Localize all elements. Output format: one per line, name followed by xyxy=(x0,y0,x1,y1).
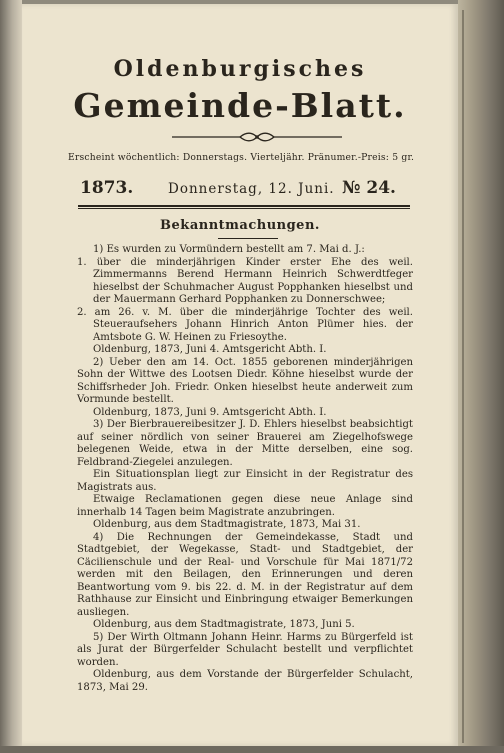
issue-date: Donnerstag, 12. Juni. xyxy=(168,181,335,197)
issue-year: 1873. xyxy=(80,178,134,198)
announcement-paragraph: Ein Situationsplan liegt zur Einsicht in der Registratur des Magistrats aus. xyxy=(77,469,413,493)
announcements-body xyxy=(77,244,413,694)
announcement-paragraph: Etwaige Reclamationen gegen diese neue Anlage sind innerhalb 14 Tagen beim Magistrate anzubringen. xyxy=(77,494,413,518)
masthead-title-line2: Gemeinde-Blatt. xyxy=(73,86,407,125)
announcement-signature: Oldenburg, 1873, Juni 9. Amtsgericht Abth. I. xyxy=(93,406,327,418)
masthead-title-line1: Oldenburgisches xyxy=(113,56,367,82)
section-heading-rule xyxy=(218,238,278,239)
announcement-paragraph: 2) Ueber den am 14. Oct. 1855 geborenen minderjährigen Sohn der Wittwe des Lootsen Diedr. Köhne hieselbst wurde der Schiffsrheder Joh. Friedr. Onken hieselbst heute anderweit zum Vormunde bestellt. xyxy=(77,356,413,405)
dateline xyxy=(22,178,458,204)
announcement-paragraph: 3) Der Bierbrauereibesitzer J. D. Ehlers hieselbst beabsichtigt auf seiner nördlich von seiner Brauerei am Ziegelhofswege belegenen Weide, etwa in der Mitte derselben, eine sog. Feldbrand-Ziegelei anzulegen. xyxy=(77,419,413,468)
announcement-signature: Oldenburg, aus dem Stadtmagistrate, 1873, Mai 31. xyxy=(93,519,361,530)
announcement-signature: Oldenburg, 1873, Juni 4. Amtsgericht Abth. I. xyxy=(93,344,327,355)
announcement-paragraph: 2. am 26. v. M. über die minderjährige Tochter des weil. Steueraufsehers Johann Hinrich Anton Plümer hies. der Amtsbote G. W. Heinen zu Friesoythe. xyxy=(77,306,413,343)
book-spine xyxy=(458,0,504,753)
book-gutter-edge xyxy=(0,0,22,753)
announcement-paragraph: 4) Die Rechnungen der Gemeindekasse, Stadt und Stadtgebiet, der Wegekasse, Stadt- und Stadtgebiet, der Cäcilienschule und der Real- und Vorschule für Mai 1871/72 werden mit den Beilagen, den Erinnerungen und deren Beantwortung vom 9. bis 22. d. M. in der Registratur auf dem Rathhause zur Einsicht und Einbringung etwaiger Bemerkungen ausliegen. xyxy=(77,531,413,618)
page-bottom-shadow xyxy=(0,746,504,753)
section-heading: Bekanntmachungen. xyxy=(160,218,320,233)
announcement-signature: Oldenburg, aus dem Stadtmagistrate, 1873, Juni 5. xyxy=(93,619,355,630)
publication-subline: Erscheint wöchentlich: Donnerstags. Vierteljähr. Pränumer.-Preis: 5 gr. xyxy=(68,152,415,163)
ornamental-flourish-icon xyxy=(172,132,342,142)
announcement-paragraph: 1. über die minderjährigen Kinder erster Ehe des weil. Zimmermanns Berend Hermann Heinrich Schwerdtfeger hieselbst der Schuhmacher August Popphanken hieselbst und der Mauermann Gerhard Popphanken zu Donnerschwee; xyxy=(77,256,413,305)
announcement-paragraph: 5) Der Wirth Oltmann Johann Heinr. Harms zu Bürgerfeld ist als Jurat der Bürgerfelder Schulacht bestellt und verpflichtet worden. xyxy=(77,631,413,668)
issue-number: № 24. xyxy=(342,178,396,198)
announcement-signature: Oldenburg, aus dem Vorstande der Bürgerfelder Schulacht, 1873, Mai 29. xyxy=(77,669,413,693)
announcement-paragraph: 1) Es wurden zu Vormündern bestellt am 7. Mai d. J.: xyxy=(93,244,365,255)
header-double-rule xyxy=(78,205,410,209)
newspaper-page xyxy=(22,4,458,746)
